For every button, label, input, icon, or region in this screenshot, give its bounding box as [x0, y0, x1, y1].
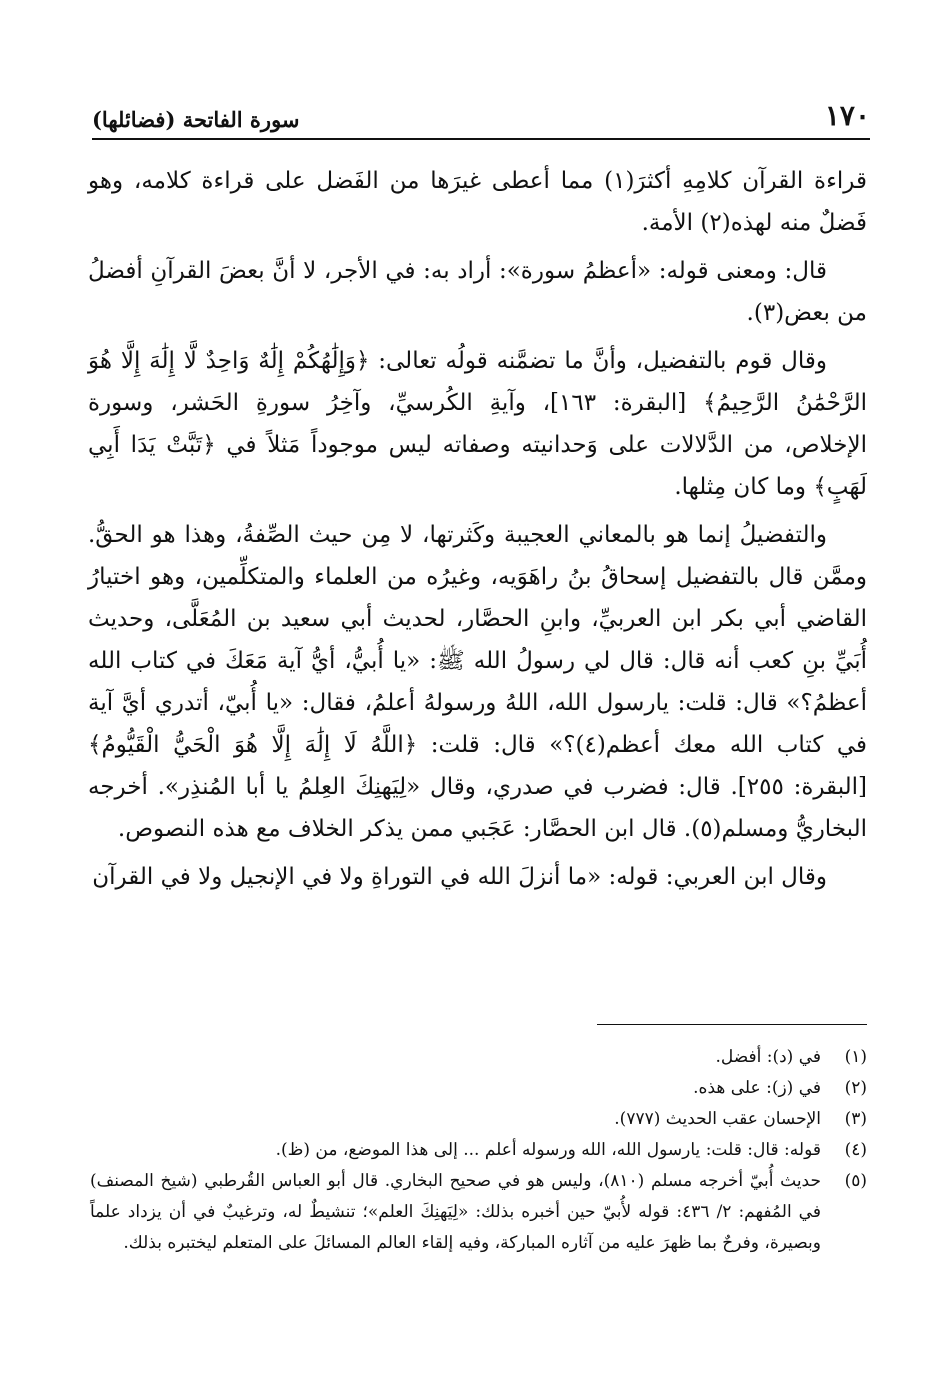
footnote-text: حديث أُبيّ أخرجه مسلم (٨١٠)، وليس هو في صحيح البخاري. قال أبو العباس القُرطبي (شيخ المصنف) في المُفهم: ٢/ ٤٣٦: قوله لأُبيّ حين أخبره بذلك: «لِيَهنِكَ العلم»؛ تنشيطٌ له، وترغيبٌ في أن يزداد علماً وبصيرة، وفرحٌ بما ظهرَ عليه من آثاره المباركة، وفيه إلقاء العالم المسائلَ على المتعلم ليختبره بذلك. — [90, 1171, 821, 1253]
page-header — [92, 92, 870, 140]
footnote-text: الإحسان عقب الحديث (٧٧٧). — [614, 1109, 821, 1129]
paragraph: والتفضيلُ إنما هو بالمعاني العجيبة وكَثرتها، لا مِن حيث الصِّفةُ، وهذا هو الحقُّ. وممَّن قال بالتفضيل إسحاقُ بنُ راهَوَيه، وغيرُه من العلماء والمتكلِّمين، وهو اختيارُ القاضي أبي بكر ابن العربيِّ، وابنِ الحصَّار، لحديث أبي سعيد بن المُعَلَّى، وحديث أُبَيِّ بنِ كعب أنه قال: قال لي رسولُ الله ﷺ: «يا أُبيُّ، أيُّ آية مَعَكَ في كتاب الله أعظمُ؟» قال: قلت: يارسول الله، اللهُ ورسولهُ أعلمُ، فقال: «يا أُبيّ، أتدري أيَّ آية في كتاب الله معك أعظم(٤)؟» قال: قلت: ﴿اللَّهُ لَا إِلَٰهَ إِلَّا هُوَ الْحَيُّ الْقَيُّومُ﴾ [البقرة: ٢٥٥]. قال: فضرب في صدري، وقال «لِيَهنِكَ العِلمُ يا أبا المُنذِر». أخرجه البخاريُّ ومسلم(٥). قال ابن الحصَّار: عَجَبي ممن يذكر الخلاف مع هذه النصوص. — [88, 522, 868, 842]
footnote-divider — [597, 1024, 867, 1025]
paragraph: قراءة القرآن كلامِهِ أكثرَ(١) مما أعطى غيرَها من الفَضل على قراءة كلامه، وهو فَضلٌ منه لهذه(٢) الأمة. — [88, 168, 867, 236]
footnote-number: (١) — [844, 1047, 867, 1067]
footnote — [90, 1073, 867, 1104]
footnote — [90, 1135, 867, 1166]
paragraph: قال: ومعنى قوله: «أعظمُ سورة»: أراد به: في الأجر، لا أنَّ بعضَ القرآنِ أفضلُ من بعض(٣). — [88, 258, 867, 326]
footnote — [90, 1104, 867, 1135]
footnote — [90, 1166, 867, 1259]
footnote-number: (٢) — [844, 1078, 867, 1098]
page-number: ١٧٠ — [824, 99, 870, 132]
footnote-text: قوله: قال: قلت: يارسول الله، الله ورسوله أعلم ... إلى هذا الموضع، من (ظ). — [275, 1140, 821, 1160]
footnote-number: (٤) — [844, 1140, 867, 1160]
paragraph: وقال قوم بالتفضيل، وأنَّ ما تضمَّنه قولُه تعالى: ﴿وَإِلَٰهُكُمْ إِلَٰهٌ وَاحِدٌ لَّا إِلَٰهَ إِلَّا هُوَ الرَّحْمَٰنُ الرَّحِيمُ﴾ [البقرة: ١٦٣]، وآيةِ الكُرسيِّ، وآخِرُ سورةِ الحَشر، وسورة الإخلاص، من الدَّلالات على وَحدانيته وصفاته ليس موجوداً مَثلاً في ﴿تَبَّتْ يَدَا أَبِي لَهَبٍ﴾ وما كان مِثلها. — [88, 348, 867, 500]
footnote — [90, 1042, 867, 1073]
footnote-text: في (ز): على هذه. — [693, 1078, 821, 1098]
main-text — [88, 160, 867, 904]
footnote-number: (٣) — [844, 1109, 867, 1129]
paragraph: وقال ابن العربي: قوله: «ما أنزلَ الله في التوراةِ ولا في الإنجيل ولا في القرآن — [92, 864, 827, 890]
footnotes — [90, 1042, 867, 1259]
footnote-number: (٥) — [844, 1171, 867, 1191]
footnote-text: في (د): أفضل. — [715, 1047, 821, 1067]
running-title: سورة الفاتحة (فضائلها) — [92, 107, 300, 132]
